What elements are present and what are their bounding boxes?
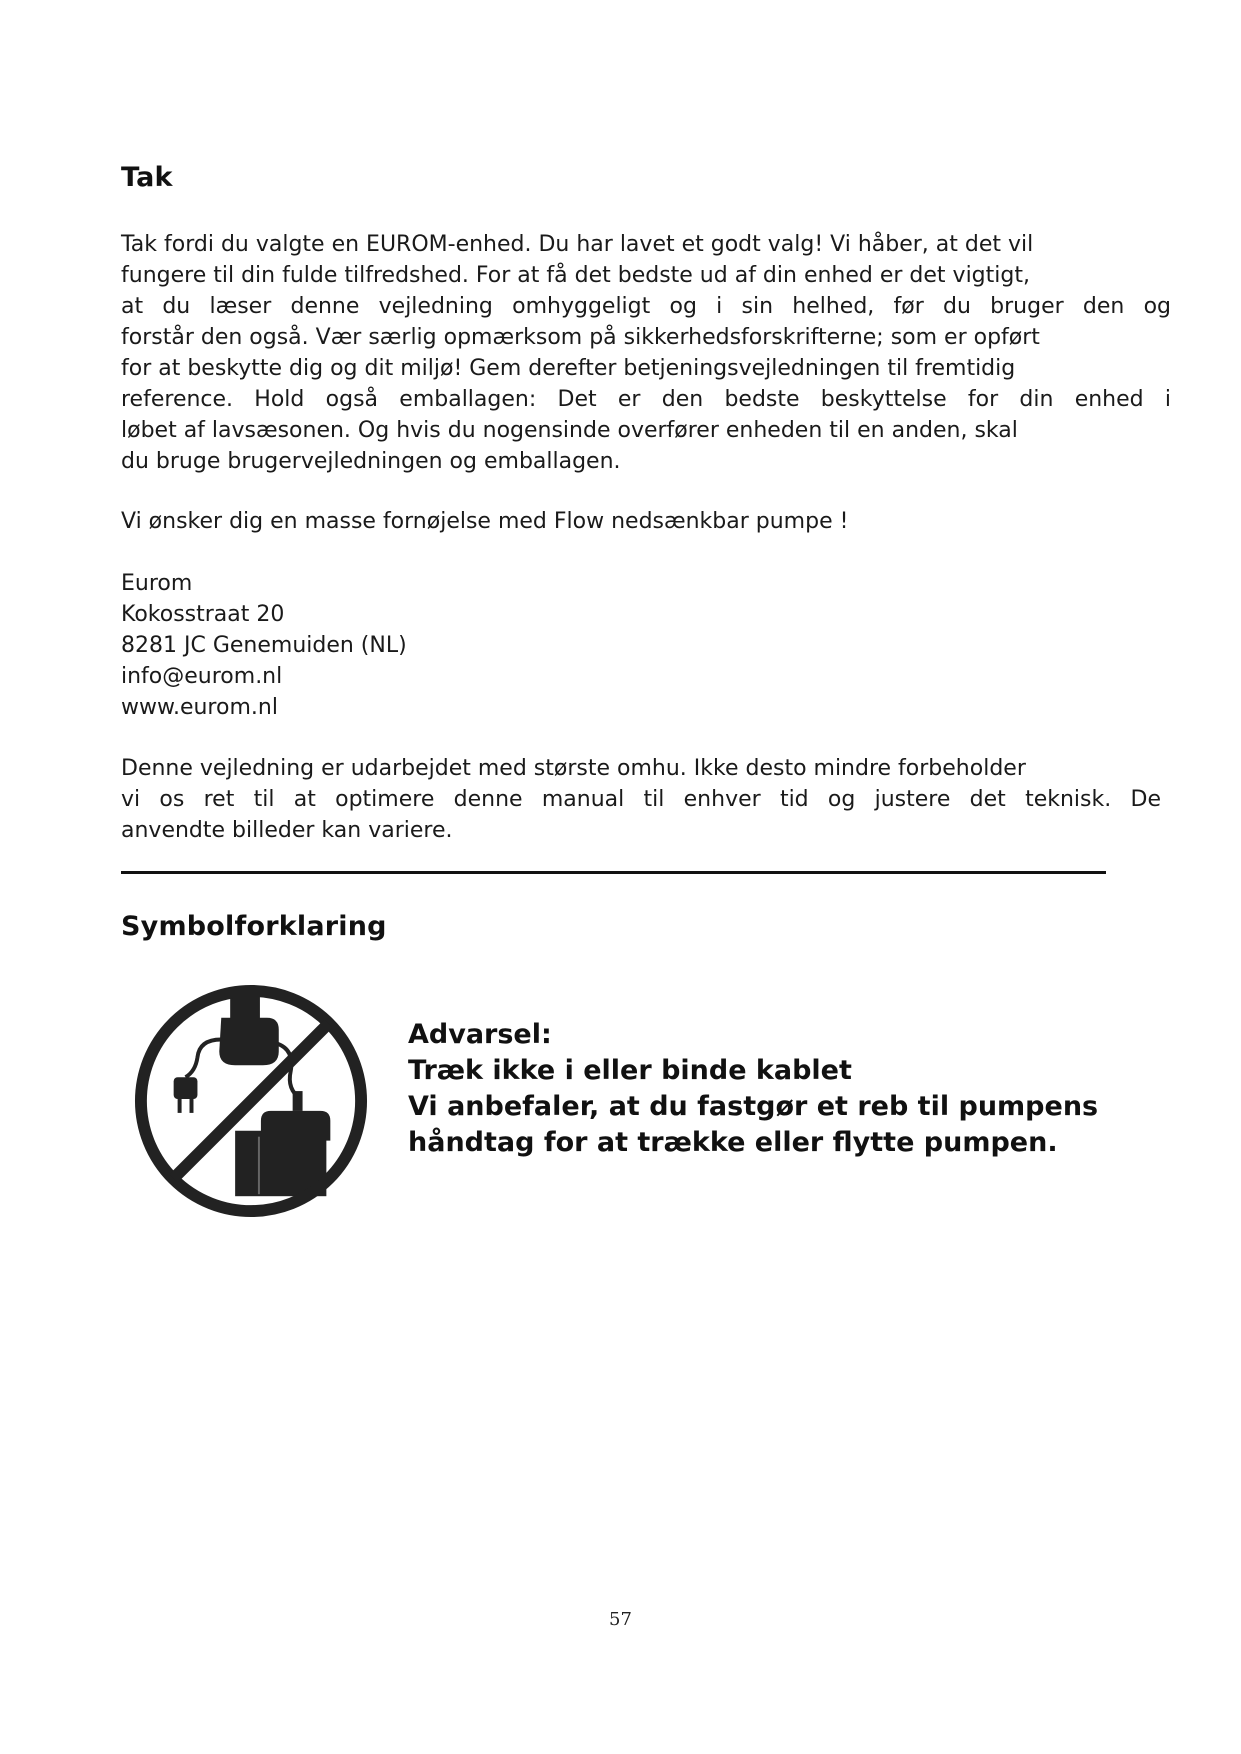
symbols-heading: Symbolforklaring: [121, 911, 387, 942]
thanks-paragraph: [121, 229, 1171, 477]
warning-title: Advarsel:: [408, 1019, 552, 1050]
address-block: [121, 568, 407, 723]
section-divider: [121, 871, 1106, 874]
paragraph-line: fungere til din fulde tilfredshed. For at få det bedste ud af din enhed er det vigtigt,: [121, 263, 1030, 288]
paragraph-line: forstår den også. Vær særlig opmærksom på sikkerhedsforskrifterne; som er opført: [121, 325, 1040, 350]
paragraph-line: Tak fordi du valgte en EUROM-enhed. Du har lavet et godt valg! Vi håber, at det vil: [121, 232, 1034, 257]
wish-line: Vi ønsker dig en masse fornøjelse med Flow nedsænkbar pumpe !: [121, 509, 849, 534]
paragraph-line: for at beskytte dig og dit miljø! Gem derefter betjeningsvejledningen til fremtidig: [121, 356, 1016, 381]
no-pull-cable-icon: [132, 982, 370, 1220]
disclaimer-paragraph: [121, 753, 1161, 846]
warning-line: Vi anbefaler, at du fastgør et reb til pumpens: [408, 1091, 1099, 1122]
disclaimer-line: vi os ret til at optimere denne manual til enhver tid og justere det teknisk. De: [121, 787, 1161, 812]
plug-pin: [190, 1099, 194, 1113]
paragraph-line: reference. Hold også emballagen: Det er den bedste beskyttelse for din enhed i: [121, 387, 1171, 412]
plug-body: [174, 1077, 198, 1099]
warning-line: Træk ikke i eller binde kablet: [408, 1055, 852, 1086]
disclaimer-line: Denne vejledning er udarbejdet med største omhu. Ikke desto mindre forbeholder: [121, 756, 1026, 781]
website-address: www.eurom.nl: [121, 695, 278, 720]
warning-line: håndtag for at trække eller flytte pumpen.: [408, 1127, 1058, 1158]
disclaimer-line: anvendte billeder kan variere.: [121, 818, 453, 843]
paragraph-line: løbet af lavsæsonen. Og hvis du nogensinde overfører enheden til en anden, skal: [121, 418, 1018, 443]
company-name: Eurom: [121, 571, 193, 596]
page-number: 57: [609, 1609, 632, 1630]
pump-outlet: [293, 1091, 303, 1111]
paragraph-line: du bruge brugervejledningen og emballagen.: [121, 449, 621, 474]
email-address: info@eurom.nl: [121, 664, 283, 689]
street-address: Kokosstraat 20: [121, 602, 285, 627]
thanks-heading: Tak: [121, 162, 173, 193]
wish-text: [121, 506, 848, 537]
fist-shape: [219, 1018, 279, 1066]
city-address: 8281 JC Genemuiden (NL): [121, 633, 407, 658]
paragraph-line: at du læser denne vejledning omhyggeligt og i sin helhed, før du bruger den og: [121, 294, 1171, 319]
cable-left: [186, 1040, 222, 1078]
warning-text: [408, 1017, 1098, 1161]
plug-pin: [178, 1099, 182, 1113]
